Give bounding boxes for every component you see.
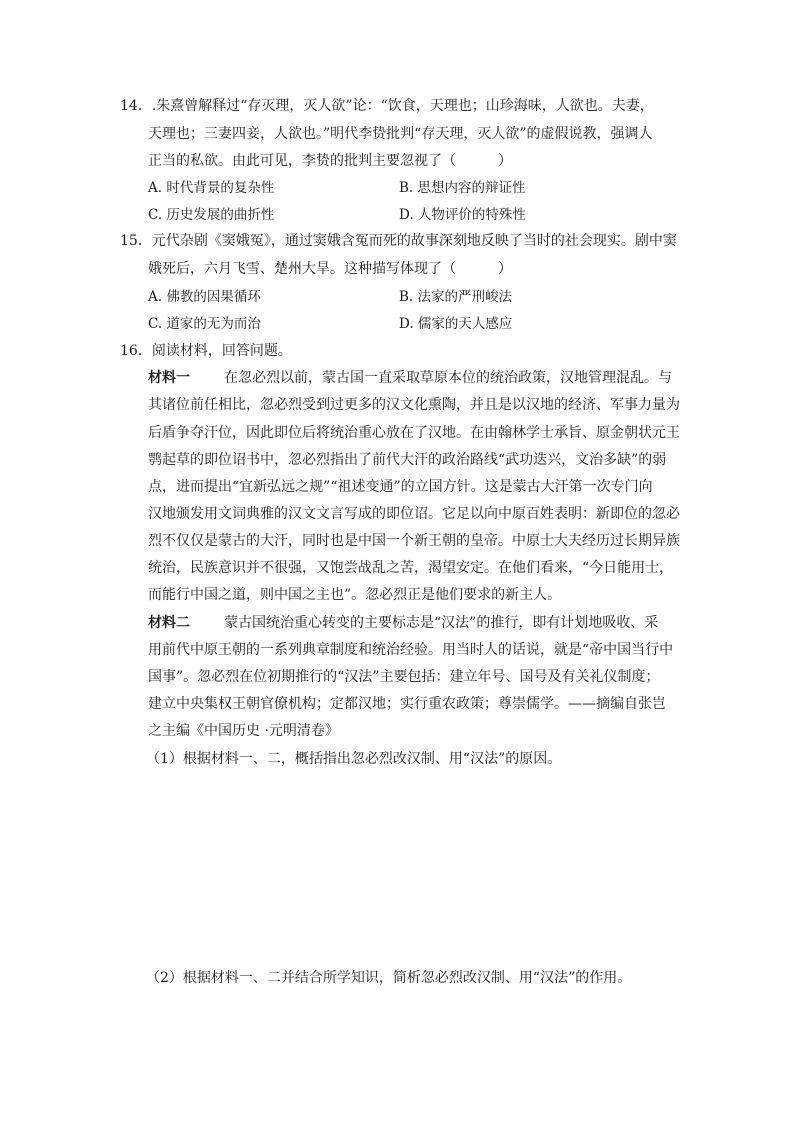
material1-text-line4: 鹗起草的即位诏书中，忽必烈指出了前代大汗的政治路线“武功迭兴，文治多缺”的弱: [148, 452, 667, 468]
material1-text-line7: 烈不仅仅是蒙古的大汗，同时也是中国一个新王朝的皇帝。中原士大夫经历过长期异族: [148, 533, 680, 549]
q15-option-b: B. 法家的严刑峻法: [399, 289, 513, 305]
material1-text-line1: 在忽必烈以前，蒙古国一直采取草原本位的统治政策，汉地管理混乱。与: [224, 370, 672, 386]
q16-material2-line1: [148, 613, 658, 633]
q15-option-d: D. 儒家的天人感应: [399, 316, 513, 332]
material1-text-line3: 后盾争夺汗位，因此即位后将统治重心放在了汉地。在由翰林学士承旨、原金朝状元王: [148, 425, 680, 441]
q15-stem-line1: 元代杂剧《窦娥冤》，通过窦娥含冤而死的故事深刻地反映了当时的社会现实。剧中窦: [151, 233, 677, 249]
material1-text-line9: 而能行中国之道，则中国之主也”。忽必烈正是他们要求的新主人。: [148, 587, 562, 603]
material2-text-line5: 之主编《中国历史 ·元明清卷》: [148, 723, 339, 739]
material2-text-line2: 用前代中原王朝的一系列典章制度和统治经验。用当时人的话说，就是“帝中国当行中: [148, 642, 674, 658]
q14-option-b: B. 思想内容的辩证性: [399, 180, 526, 196]
q14-stem-line3: 正当的私欲。由此可见，李贽的批判主要忽视了（ ）: [148, 153, 512, 169]
material2-text-line1: 蒙古国统治重心转变的主要标志是“汉法”的推行，即有计划地吸收、采: [224, 615, 659, 631]
q14-option-d: D. 人物评价的特殊性: [399, 207, 526, 223]
q16-intro: 阅读材料，回答问题。: [151, 343, 292, 359]
q16-material1-line1: [148, 368, 672, 388]
q15-option-c: C. 道家的无为而治: [148, 316, 261, 332]
material1-text-line5: 点，进而提出“宜新弘远之规”“祖述变通”的立国方针。这是蒙古大汗第一次专门向: [148, 479, 653, 495]
q15-number: 15．: [120, 233, 152, 249]
q14-option-a: A. 时代背景的复杂性: [148, 180, 275, 196]
material2-label: 材料二: [148, 615, 190, 631]
q16-number: 16．: [120, 343, 152, 359]
q15-line1: [120, 231, 677, 251]
material1-text-line2: 其诸位前任相比，忽必烈受到过更多的汉文化熏陶，并且是以汉地的经济、军事力量为: [148, 397, 680, 413]
material2-text-line4: 建立中央集权王朝官僚机构；定都汉地；实行重农政策；尊崇儒学。——摘编自张岂: [148, 696, 666, 712]
q15-option-a: A. 佛教的因果循环: [148, 289, 261, 305]
q16-subquestion-1: （1）根据材料一、二，概括指出忽必烈改汉制、用“汉法”的原因。: [146, 751, 562, 767]
material1-label: 材料一: [148, 370, 190, 386]
q15-stem-line2: 娥死后，六月飞雪、楚州大旱。这种描写体现了（ ）: [148, 261, 512, 277]
material1-text-line6: 汉地颁发用文词典雅的汉文文言写成的即位诏。它足以向中原百姓表明：新即位的忽必: [148, 506, 680, 522]
q14-number: 14．: [120, 98, 152, 114]
material2-text-line3: 国事”。忽必烈在位初期推行的“汉法”主要包括：建立年号、国号及有关礼仪制度；: [148, 669, 660, 685]
q14-option-c: C. 历史发展的曲折性: [148, 207, 275, 223]
material1-text-line8: 统治，民族意识并不很强，又饱尝战乱之苦，渴望安定。在他们看来，“今日能用士，: [148, 560, 674, 576]
q14-stem-line2: 天理也；三妻四妾，人欲也。”明代李贽批判“存天理，灭人欲”的虚假说教，强调人: [148, 126, 653, 142]
q16-subquestion-2: （2）根据材料一、二并结合所学知识，简析忽必烈改汉制、用“汉法”的作用。: [146, 970, 632, 986]
q14-line1: [120, 96, 654, 116]
q14-stem-line1: .朱熹曾解释过“存灭理，灭人欲”论：“饮食，天理也；山珍海味，人欲也。夫妻，: [151, 98, 654, 114]
q16-line-intro: [120, 341, 292, 361]
